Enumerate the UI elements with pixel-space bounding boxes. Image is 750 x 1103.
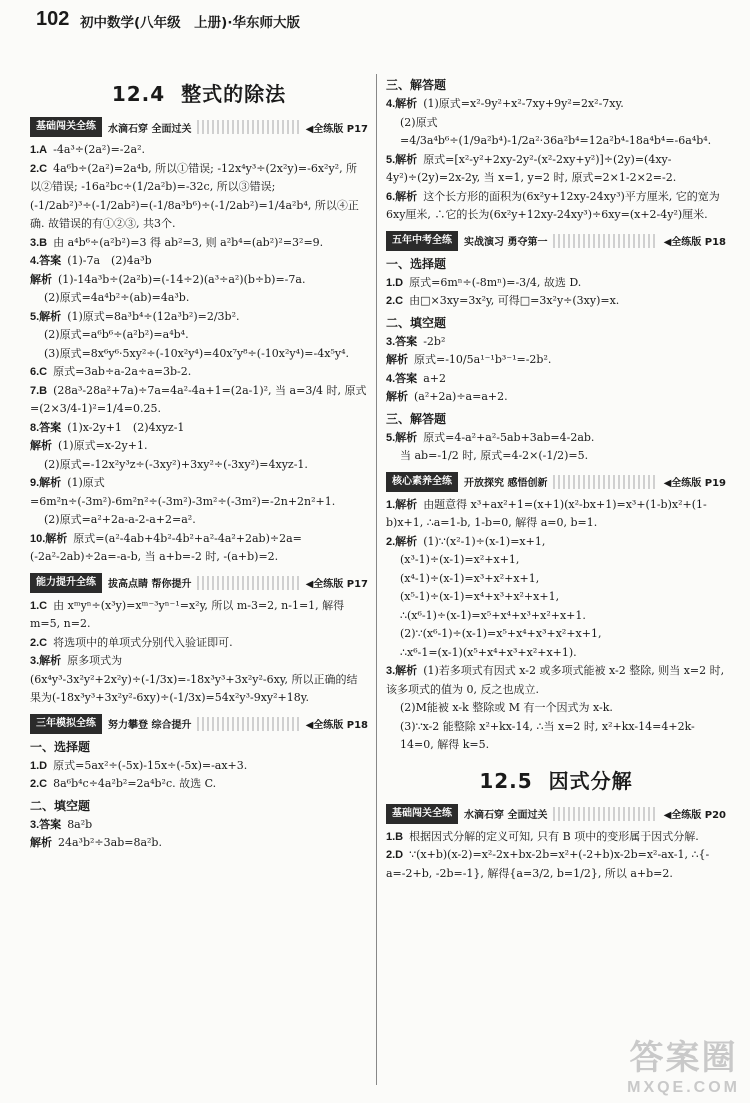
band-subtitle: 水滴石穿 全面过关	[108, 123, 192, 135]
answer-line	[30, 326, 368, 345]
answer-line	[386, 570, 726, 589]
answer-key: 9.解析	[30, 477, 62, 489]
answer-text: (2)原式=a²+2a-a-2-a+2=a².	[44, 513, 196, 526]
answer-text: (2)∵(x⁶-1)÷(x-1)=x⁵+x⁴+x³+x²+x+1,	[400, 627, 602, 640]
answer-text: (1)原式=8a³b⁴÷(12a³b²)=2/3b².	[67, 309, 240, 323]
answer-key: 解析	[386, 391, 408, 403]
answer-text: 由 a⁴b⁶÷(a²b²)=3 得 ab²=3, 则 a²b⁴=(ab²)²=3²=9.	[53, 235, 324, 249]
answer-text: (1)若多项式有因式 x-2 或多项式能被 x-2 整除, 则当 x=2 时, 该多项式的值为 0, 反之也成立.	[386, 664, 725, 696]
answer-text: 24a³b²÷3ab=8a²b.	[58, 836, 162, 849]
answer-line	[386, 551, 726, 570]
answer-list	[30, 757, 368, 794]
answer-key: 2.C	[30, 636, 48, 649]
answer-text: 原式=(a²-4ab+4b²-4b²+a²-4a²+2ab)÷2a=(-2a²-2ab)÷2a=-a-b, 当 a+b=-2 时, -(a+b)=2.	[30, 531, 302, 563]
band-subtitle: 水滴石穿 全面过关	[464, 810, 548, 821]
column-divider	[376, 74, 377, 1085]
answer-text: 原式=3ab÷a-2a÷a=3b-2.	[53, 365, 192, 378]
band-basic	[386, 804, 726, 824]
answer-text: 原式=6mⁿ÷(-8mⁿ)=-3/4, 故选 D.	[409, 275, 582, 289]
answer-line	[30, 289, 368, 308]
answer-line	[30, 419, 368, 438]
answer-line	[386, 644, 726, 663]
subheading-fill: 二、填空题	[30, 798, 91, 813]
answer-text: 由□×3xy=3x²y, 可得□=3x²y÷(3xy)=x.	[409, 294, 620, 307]
answer-key: 8.答案	[30, 421, 62, 434]
answer-text: (x³-1)÷(x-1)=x²+x+1,	[400, 553, 520, 566]
page-number: 102	[36, 8, 70, 30]
band-decoration	[197, 576, 299, 590]
answer-key: 7.B	[30, 384, 48, 397]
answer-key: 1.D	[386, 276, 404, 289]
answer-text: (2)M能被 x-k 整除或 M 有一个因式为 x-k.	[400, 701, 613, 714]
answer-text: -4a³÷(2a²)=-2a².	[53, 143, 145, 156]
answer-line	[386, 274, 726, 293]
band-ref: ◀全练版 P18	[305, 720, 368, 731]
answer-text: ∵(x+b)(x-2)=x²-2x+bx-2b=x²+(-2+b)x-2b=x²-ax-1, ∴{-a=-2+b, -2b=-1}, 解得{a=3/2, b=1/2}, 所以 a+b=2.	[386, 848, 710, 880]
answer-text: (3)∵x-2 能整除 x²+kx-14, ∴当 x=2 时, x²+kx-14=4+2k-14=0, 解得 k=5.	[400, 719, 695, 751]
answer-key: 1.解析	[386, 498, 418, 511]
band-tag: 能力提升全练	[30, 573, 102, 593]
band-ref: ◀全练版 P20	[663, 810, 726, 821]
band-subtitle: 开放探究 感悟创新	[464, 478, 548, 489]
answer-list	[386, 496, 726, 755]
answer-key: 5.解析	[386, 431, 418, 444]
answer-text: 8a²b	[67, 817, 93, 831]
band-tag: 基础闯关全练	[30, 117, 102, 137]
answer-key: 5.解析	[386, 153, 418, 166]
band-decoration	[197, 120, 299, 134]
answer-key: 6.C	[30, 366, 48, 378]
answer-line	[30, 308, 368, 327]
answer-text: 原式=-10/5a¹⁻¹b³⁻¹=-2b².	[414, 353, 552, 366]
section-number: 12.4	[111, 82, 166, 106]
answer-line	[30, 234, 368, 253]
answer-line	[386, 388, 726, 407]
book-title: 初中数学(八年级 上册)·华东师大版	[80, 15, 300, 31]
answer-key: 1.D	[30, 759, 48, 772]
answer-text: 原多项式为(6x⁴y³-3x²y²+2x²y)÷(-1/3x)=-18x³y³+3x²y²-6xy, 所以正确的结果为(-18x³y³+3x²y²-6xy)÷(-1/3x)=54x²y³-9xy²+18y.	[30, 654, 358, 704]
answer-line	[386, 188, 726, 225]
answer-line	[30, 271, 368, 290]
answer-text: ∴x⁶-1=(x-1)(x⁵+x⁴+x³+x²+x+1).	[400, 645, 577, 659]
answer-text: (2)原式=4a⁴b²÷(ab)=4a³b.	[44, 291, 190, 304]
watermark	[627, 1030, 740, 1097]
answer-key: 解析	[30, 837, 52, 849]
answer-line	[30, 160, 368, 234]
band-three-year	[30, 714, 368, 734]
answer-line	[30, 252, 368, 271]
answer-text: (2)原式=4/3a⁴b⁶÷(1/9a²b⁴)-1/2a²·36a²b⁴=12a²b⁴-18a⁴b⁴=-6a⁴b⁴.	[400, 115, 712, 147]
answer-line	[30, 530, 368, 567]
answer-text: 4a⁶b÷(2a²)=2a⁴b, 所以①错误; -12x⁴y³÷(2x²y)=-6x²y², 所以②错误; -16a²bc÷(1/2a²b)=-32c, 所以③错误; (-1/2ab²)³÷(-1/2ab²)=(-1/8a³b⁶)÷(-1/2ab²)=1/4a²b⁴, 所以④正确. 故错误的有①②③, 共3个.	[30, 161, 359, 230]
answer-text: 这个长方形的面积为(6x²y+12xy-24xy³)平方厘米, 它的宽为6xy厘米, ∴它的长为(6x²y+12xy-24xy³)÷6xy=(x+2-4y²)厘米.	[386, 189, 720, 221]
band-ref: ◀全练版 P17	[305, 123, 368, 135]
answer-text: 由题意得 x³+ax²+1=(x+1)(x²-bx+1)=x³+(1-b)x²+(1-b)x+1, ∴a=1-b, 1-b=0, 解得 a=0, b=1.	[386, 497, 707, 529]
answer-key: 6.解析	[386, 190, 418, 203]
band-tag: 核心素养全练	[386, 472, 458, 492]
answer-text: (1)x-2y+1 (2)4xyz-1	[67, 420, 185, 434]
answer-line	[386, 662, 726, 699]
band-subtitle: 拔高点睛 帮你提升	[108, 579, 192, 590]
section-name: 整式的除法	[181, 82, 287, 106]
band-tag: 五年中考全练	[386, 231, 458, 251]
answer-text: (1)-14a³b÷(2a²b)=(-14÷2)(a³÷a²)(b÷b)=-7a.	[58, 272, 306, 286]
band-five-year	[386, 231, 726, 251]
answer-text: (1)原式=x-2y+1.	[58, 439, 148, 452]
answer-text: a+2	[423, 371, 446, 385]
answer-text: (2)原式=a⁶b⁶÷(a²b²)=a⁴b⁴.	[44, 328, 189, 341]
answer-line	[386, 114, 726, 151]
page-header	[0, 0, 750, 36]
answer-line	[30, 382, 368, 419]
answer-key: 3.答案	[386, 335, 418, 348]
answer-key: 4.答案	[30, 255, 62, 267]
answer-line	[386, 292, 726, 311]
answer-text: (28a³-28a²+7a)÷7a=4a²-4a+1=(2a-1)², 当 a=3/4 时, 原式=(2×3/4-1)²=1/4=0.25.	[30, 383, 367, 415]
answer-text: (x⁵-1)÷(x-1)=x⁴+x³+x²+x+1,	[400, 590, 560, 603]
answer-line	[30, 775, 368, 794]
answer-key: 10.解析	[30, 532, 68, 545]
answer-text: (2)原式=-12x²y³z÷(-3xy²)+3xy²÷(-3xy²)=4xyz-1.	[44, 457, 308, 471]
section-title-12-4	[30, 78, 368, 107]
answer-key: 2.D	[386, 849, 404, 861]
watermark-text: 答案圈	[629, 1039, 738, 1077]
subheading-fill: 二、填空题	[386, 315, 447, 330]
answer-text: (a²+2a)÷a=a+2.	[414, 390, 508, 403]
subheading-solve: 三、解答题	[386, 78, 447, 92]
answer-list	[386, 429, 726, 466]
band-subtitle: 努力攀登 综合提升	[108, 720, 192, 731]
answer-line	[30, 816, 368, 835]
answer-line	[386, 333, 726, 352]
answer-line	[386, 370, 726, 389]
answer-line	[386, 718, 726, 755]
answer-text: (1)原式=6m²n÷(-3m²)-6m²n²÷(-3m²)-3m²÷(-3m²)=-2n+2n²+1.	[30, 476, 336, 508]
answer-key: 3.解析	[386, 665, 418, 677]
answer-list	[30, 141, 368, 567]
answer-text: 8a⁶b⁴c÷4a²b²=2a⁴b²c. 故选 C.	[53, 777, 217, 790]
answer-key: 1.B	[386, 830, 404, 843]
answer-line	[30, 634, 368, 653]
band-subtitle: 实战演习 勇夺第一	[464, 237, 548, 248]
answer-key: 解析	[30, 440, 52, 452]
answer-list	[30, 597, 368, 708]
answer-text: (1)-7a (2)4a³b	[67, 254, 152, 267]
answer-key: 解析	[30, 273, 52, 286]
answer-line	[386, 828, 726, 847]
section-title-12-5	[386, 765, 726, 794]
band-tag: 三年模拟全练	[30, 714, 102, 734]
answer-line	[30, 834, 368, 853]
answer-key: 3.解析	[30, 655, 62, 667]
answer-line	[386, 447, 726, 466]
answer-line	[30, 597, 368, 634]
answer-line	[386, 151, 726, 188]
answer-line	[386, 351, 726, 370]
band-ref: ◀全练版 P18	[663, 237, 726, 248]
answer-list	[386, 828, 726, 884]
answer-line	[30, 363, 368, 382]
subheading-choice: 一、选择题	[30, 739, 91, 754]
answer-line	[30, 474, 368, 511]
answer-list	[386, 95, 726, 225]
answer-line	[386, 95, 726, 114]
answer-text: 原式=4-a²+a²-5ab+3ab=4-2ab.	[423, 430, 595, 444]
answer-line	[386, 588, 726, 607]
answer-key: 2.C	[30, 778, 48, 790]
watermark-url: MXQE.COM	[627, 1079, 740, 1096]
answer-text: 原式=5ax²÷(-5x)-15x÷(-5x)=-ax+3.	[53, 758, 248, 772]
section-name: 因式分解	[548, 768, 633, 793]
answer-key: 2.解析	[386, 535, 418, 548]
answer-text: (1)∵(x²-1)÷(x-1)=x+1,	[423, 534, 546, 548]
band-ref: ◀全练版 P17	[305, 579, 368, 590]
answer-line	[30, 456, 368, 475]
answer-key: 1.C	[30, 599, 48, 612]
band-decoration	[553, 475, 657, 489]
answer-text: -2b²	[423, 334, 446, 348]
answer-key: 3.B	[30, 236, 48, 249]
answer-list	[386, 333, 726, 407]
answer-text: (1)原式=x²-9y²+x²-7xy+9y²=2x²-7xy.	[423, 97, 624, 110]
answer-key: 解析	[386, 354, 408, 366]
band-ability	[30, 573, 368, 593]
band-decoration	[197, 717, 299, 731]
band-decoration	[553, 234, 657, 248]
answer-line	[30, 437, 368, 456]
right-column	[386, 36, 726, 1103]
answer-list	[386, 274, 726, 311]
answer-line	[30, 652, 368, 708]
answer-line	[30, 511, 368, 530]
answer-text: ∴(x⁶-1)÷(x-1)=x⁵+x⁴+x³+x²+x+1.	[400, 608, 586, 622]
band-basic	[30, 117, 368, 137]
answer-text: (x⁴-1)÷(x-1)=x³+x²+x+1,	[400, 571, 540, 585]
answer-line	[386, 846, 726, 883]
answer-key: 5.解析	[30, 310, 62, 323]
answer-text: 将选项中的单项式分别代入验证即可.	[53, 635, 233, 649]
answer-list	[30, 816, 368, 853]
answer-line	[386, 699, 726, 718]
answer-line	[386, 429, 726, 448]
answer-line	[386, 496, 726, 533]
answer-text: 原式=[x²-y²+2xy-2y²-(x²-2xy+y²)]÷(2y)=(4xy-4y²)÷(2y)=2x-2y, 当 x=1, y=2 时, 原式=2×1-2×2=-2.	[386, 152, 677, 184]
answer-text: (3)原式=8x⁶y⁶·5xy²÷(-10x²y⁴)=40x⁷y⁸÷(-10x²y⁴)=-4x⁵y⁴.	[44, 346, 349, 360]
answer-key: 1.A	[30, 144, 48, 156]
band-core	[386, 472, 726, 492]
answer-line	[386, 607, 726, 626]
band-ref: ◀全练版 P19	[663, 478, 726, 489]
answer-key: 2.C	[30, 162, 48, 175]
answer-text: 当 ab=-1/2 时, 原式=4-2×(-1/2)=5.	[400, 449, 589, 462]
subheading-solve: 三、解答题	[386, 411, 447, 426]
answer-line	[386, 533, 726, 552]
answer-key: 4.答案	[386, 372, 418, 385]
answer-line	[30, 141, 368, 160]
answer-text: 由 xᵐyⁿ÷(x³y)=xᵐ⁻³yⁿ⁻¹=x²y, 所以 m-3=2, n-1=1, 解得 m=5, n=2.	[30, 598, 345, 630]
band-decoration	[553, 807, 657, 821]
answer-text: 根据因式分解的定义可知, 只有 B 项中的变形属于因式分解.	[409, 829, 699, 843]
answer-key: 2.C	[386, 295, 404, 307]
answer-line	[386, 625, 726, 644]
answer-key: 4.解析	[386, 98, 418, 110]
answer-line	[30, 757, 368, 776]
left-column	[30, 36, 368, 1103]
section-number: 12.5	[479, 768, 533, 793]
answer-key: 3.答案	[30, 818, 62, 831]
band-tag: 基础闯关全练	[386, 804, 458, 824]
answer-line	[30, 345, 368, 364]
subheading-choice: 一、选择题	[386, 256, 447, 271]
